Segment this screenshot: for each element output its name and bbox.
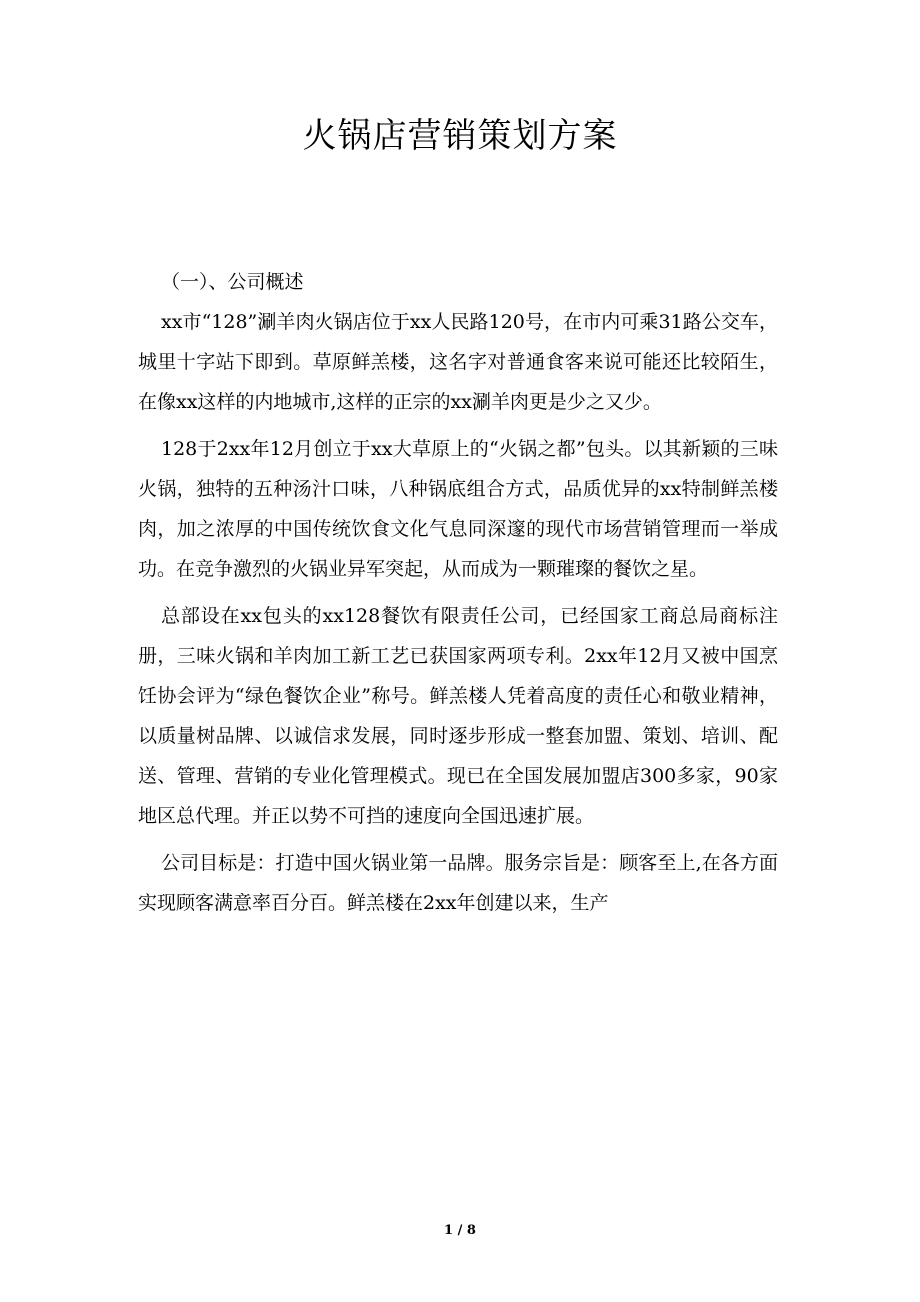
paragraph-1: xx市“128”涮羊肉火锅店位于xx人民路120号，在市内可乘31路公交车，城里十字站下即到。草原鲜羔楼，这名字对普通食客来说可能还比较陌生，在像xx这样的内地城市,这样的正宗的xx涮羊肉更是少之又少。 (138, 311, 778, 413)
paragraph-3: 总部设在xx包头的xx128餐饮有限责任公司，已经国家工商总局商标注册，三味火锅和羊肉加工新工艺已获国家两项专利。2xx年12月又被中国烹饪协会评为“绿色餐饮企业”称号。鲜羔楼人凭着高度的责任心和敬业精神，以质量树品牌、以诚信求发展，同时逐步形成一整套加盟、策划、培训、配送、管理、营销的专业化管理模式。现已在全国发展加盟店300多家，90家地区总代理。并正以势不可挡的速度向全国迅速扩展。 (138, 605, 778, 827)
section-heading: （一）、公司概述 (161, 271, 304, 293)
page-number: 1 / 8 (444, 1223, 476, 1238)
document-title: 火锅店营销策划方案 (302, 116, 618, 156)
document-body (138, 262, 778, 930)
paragraph-2: 128于2xx年12月创立于xx大草原上的“火锅之都”包头。以其新颖的三味火锅，独特的五种汤汁口味，八种锅底组合方式，品质优异的xx特制鲜羔楼肉，加之浓厚的中国传统饮食文化气息同深邃的现代市场营销管理而一举成功。在竞争激烈的火锅业异军突起，从而成为一颗璀璨的餐饮之星。 (138, 438, 778, 580)
paragraph-4: 公司目标是：打造中国火锅业第一品牌。服务宗旨是：顾客至上,在各方面实现顾客满意率百分百。鲜羔楼在2xx年创建以来，生产 (138, 852, 778, 914)
